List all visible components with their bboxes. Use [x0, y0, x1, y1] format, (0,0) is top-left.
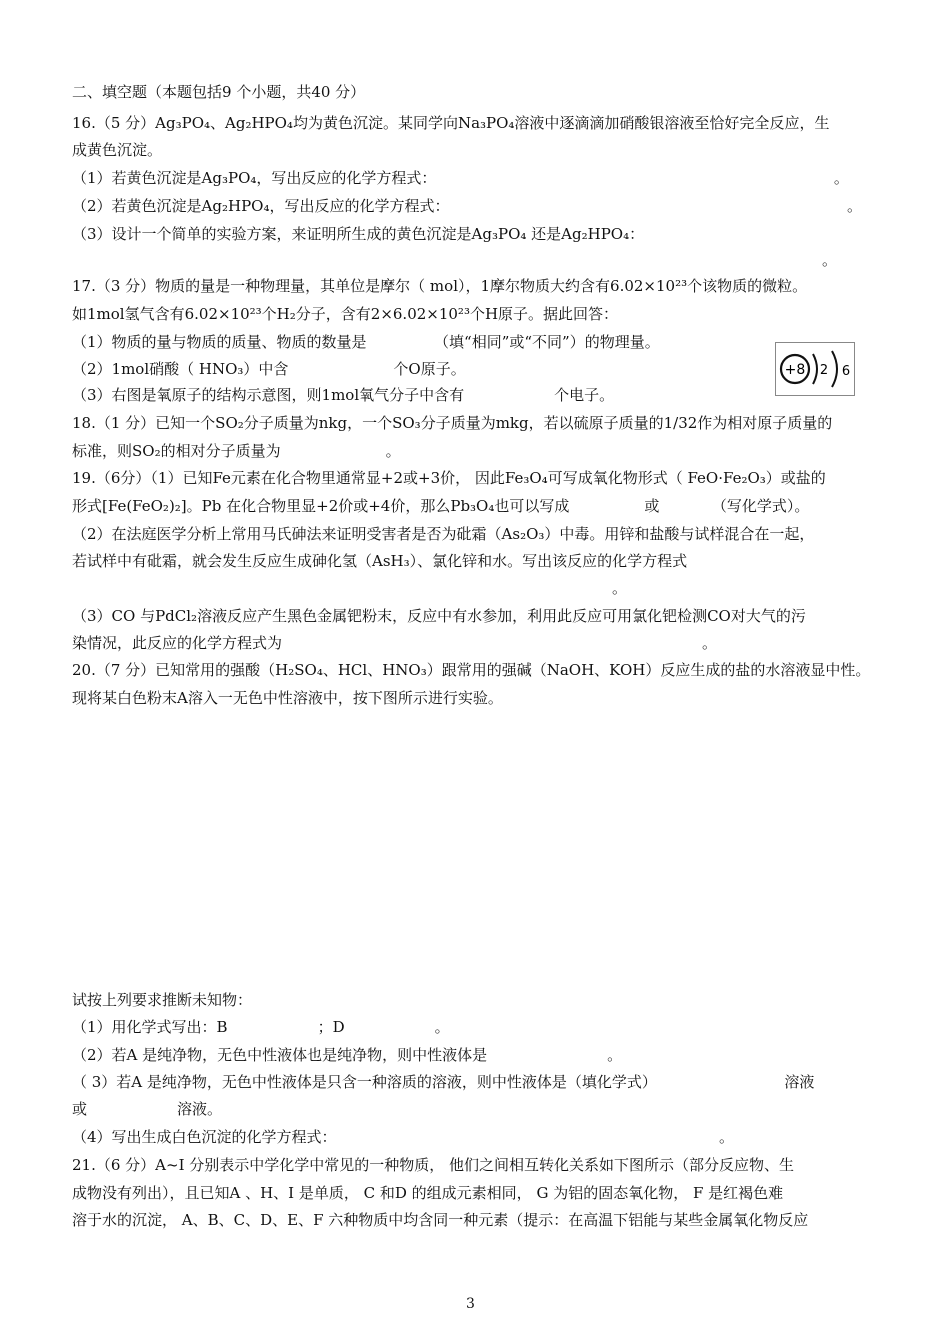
q20-part3: （ 3）若A 是纯净物，无色中性液体是只含一种溶质的溶液，则中性液体是（填化学式） 溶液	[72, 1073, 815, 1091]
q17-stem-cont: 如1mol氢气含有6.02×10²³个H₂分子，含有2×6.02×10²³个H原子。据此回答：	[72, 305, 619, 323]
q16-part1: （1）若黄色沉淀是Ag₃PO₄，写出反应的化学方程式： 。	[72, 169, 849, 187]
q16-part3-blank: 。	[72, 251, 838, 269]
q21-stem-cont1: 成物没有列出），且已知A 、H、I 是单质， C 和D 的组成元素相同， G 为铝的固态氧化物， F 是红褐色难	[72, 1184, 784, 1202]
q17-part3: （3）右图是氧原子的结构示意图，则1mol氧气分子中含有 个电子。	[72, 386, 615, 404]
oxygen-atom-diagram	[775, 342, 855, 396]
shell-1-count: 2	[819, 363, 829, 378]
q17-part2: （2）1mol硝酸（ HNO₃）中含 个O原子。	[72, 360, 466, 378]
shell-2-count: 6	[841, 364, 851, 379]
q19-part1-cont: 形式[Fe(FeO₂)₂]。Pb 在化合物里显+2价或+4价，那么Pb₃O₄也可以写成 或 （写化学式）。	[72, 497, 810, 515]
q16-part2: （2）若黄色沉淀是Ag₂HPO₄，写出反应的化学方程式： 。	[72, 197, 862, 215]
q21-stem-cont2: 溶于水的沉淀， A、B、C、D、E、F 六种物质中均含同一种元素（提示：在高温下铝能与某些金属氧化物反应	[72, 1211, 809, 1229]
q20-part4: （4）写出生成白色沉淀的化学方程式： 。	[72, 1128, 735, 1146]
nucleus-charge: +8	[784, 362, 806, 378]
q19-part2-cont: 若试样中有砒霜，就会发生反应生成砷化氢（AsH₃）、氯化锌和水。写出该反应的化学方程式	[72, 552, 688, 570]
q21-stem: 21.（6 分）A~I 分别表示中学化学中常见的一种物质， 他们之间相互转化关系如下图所示（部分反应物、生	[72, 1156, 795, 1174]
q20-part3-cont: 或 溶液。	[72, 1100, 223, 1118]
q19-part1: 19.（6分）（1）已知Fe元素在化合物里通常显+2或+3价， 因此Fe₃O₄可写成氧化物形式（ FeO·Fe₂O₃）或盐的	[72, 469, 826, 487]
q20-intro: 试按上列要求推断未知物：	[72, 991, 253, 1009]
q19-part3: （3）CO 与PdCl₂溶液反应产生黑色金属钯粉末，反应中有水参加，利用此反应可用氯化钯检测CO对大气的污	[72, 607, 806, 625]
q18-stem-cont: 标准，则SO₂的相对分子质量为 。	[72, 442, 401, 460]
q20-part1: （1）用化学式写出：B ；D 。	[72, 1018, 450, 1036]
q17-part1: （1）物质的量与物质的质量、物质的数量是 （填“相同”或“不同”）的物理量。	[72, 333, 660, 351]
section-heading: 二、填空题（本题包括9 个小题，共40 分）	[72, 83, 366, 101]
q20-part2: （2）若A 是纯净物，无色中性液体也是纯净物，则中性液体是 。	[72, 1046, 623, 1064]
electron-shell-1	[813, 354, 817, 384]
q16-stem-cont: 成黄色沉淀。	[72, 141, 163, 159]
electron-shell-2	[832, 351, 837, 387]
page-number: 3	[466, 1296, 475, 1312]
q17-stem: 17.（3 分）物质的量是一种物理量，其单位是摩尔（ mol），1摩尔物质大约含有6.02×10²³个该物质的微粒。	[72, 277, 808, 295]
q19-part2-blank: 。	[72, 579, 628, 597]
q19-part3-cont: 染情况，此反应的化学方程式为 。	[72, 634, 718, 652]
q16-part3: （3）设计一个简单的实验方案，来证明所生成的黄色沉淀是Ag₃PO₄ 还是Ag₂HPO₄：	[72, 225, 645, 243]
q16-stem: 16.（5 分）Ag₃PO₄、Ag₂HPO₄均为黄色沉淀。某同学向Na₃PO₄溶液中逐滴滴加硝酸银溶液至恰好完全反应，生	[72, 114, 830, 132]
q18-stem: 18.（1 分）已知一个SO₂分子质量为nkg，一个SO₃分子质量为mkg，若以硫原子质量的1/32作为相对原子质量的	[72, 414, 833, 432]
q20-stem: 20.（7 分）已知常用的强酸（H₂SO₄、HCl、HNO₃）跟常用的强碱（NaOH、KOH）反应生成的盐的水溶液显中性。	[72, 661, 871, 679]
q19-part2: （2）在法庭医学分析上常用马氏砷法来证明受害者是否为砒霜（As₂O₃）中毒。用锌和盐酸与试样混合在一起，	[72, 525, 815, 543]
q20-stem-cont: 现将某白色粉末A溶入一无色中性溶液中，按下图所示进行实验。	[72, 689, 503, 707]
